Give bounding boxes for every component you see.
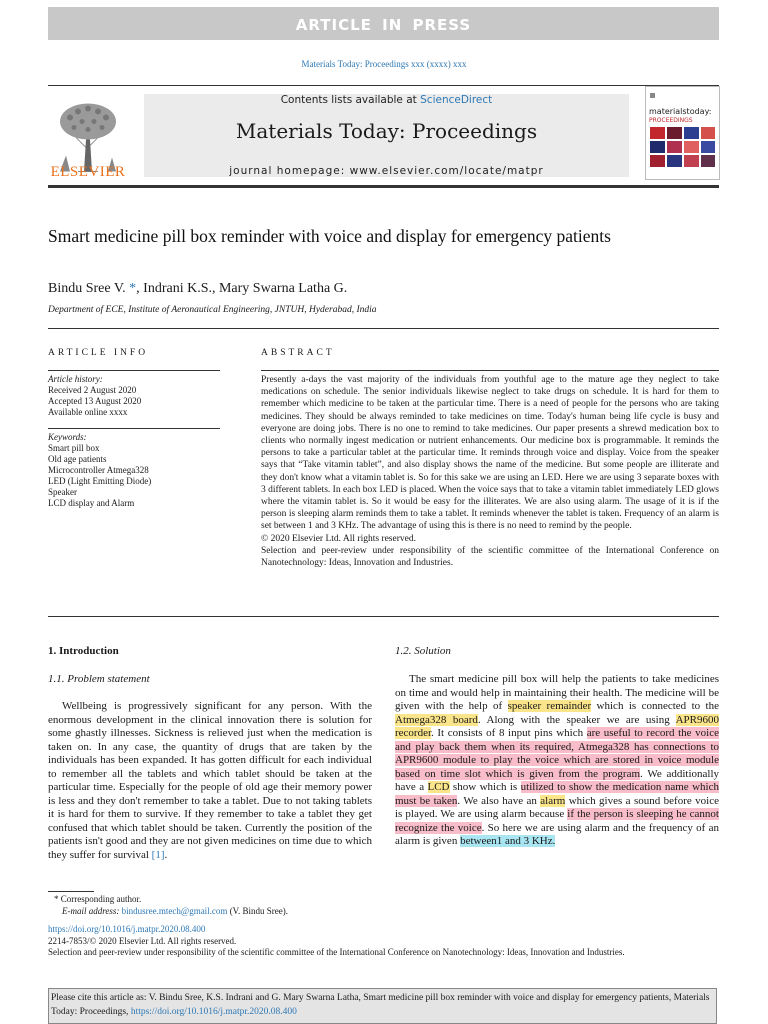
- abstract-bottom-rule: [48, 616, 719, 617]
- solution-text: . It consists of 8 input pins which: [431, 727, 587, 739]
- cover-title-2: PROCEEDINGS: [649, 117, 693, 124]
- keyword: LED (Light Emitting Diode): [48, 476, 152, 486]
- keywords-rule: [48, 428, 220, 429]
- doi-link[interactable]: https://doi.org/10.1016/j.matpr.2020.08.400: [48, 924, 206, 934]
- solution-text: . Along with the speaker we are using: [477, 713, 676, 726]
- email-who: (V. Bindu Sree).: [227, 905, 289, 916]
- solution-text: The smart medicine pill box will help the patients to take medicines on time and would help in maintaining their health. The medicine will be given with the help of: [395, 673, 719, 712]
- highlighted-text: APR9600 recorder: [395, 713, 719, 739]
- introduction-body: [48, 700, 372, 862]
- info-top-rule: [48, 328, 719, 329]
- highlighted-text: speaker remainder: [507, 700, 592, 712]
- highlighted-text: alarm: [540, 794, 566, 807]
- author-1: Bindu Sree V.: [48, 281, 126, 296]
- highlighted-text: LCD: [427, 781, 450, 793]
- cover-title-1: materialstoday:: [649, 107, 712, 116]
- elsevier-wordmark: ELSEVIER: [50, 164, 126, 180]
- abstract-copyright: © 2020 Elsevier Ltd. All rights reserved.: [261, 533, 416, 544]
- affiliation: Department of ECE, Institute of Aeronautical Engineering, JNTUH, Hyderabad, India: [48, 305, 377, 315]
- highlighted-text: between1 and 3 KHz.: [460, 835, 556, 847]
- keyword: Old age patients: [48, 454, 107, 464]
- abstract-peer-review: Selection and peer-review under responsibility of the scientific committee of the International Conference on Nanotechnology: Ideas, Innovation and Industries.: [261, 545, 719, 569]
- contents-availability: [144, 94, 629, 106]
- sciencedirect-link[interactable]: ScienceDirect: [420, 94, 493, 106]
- email-label: E-mail address:: [62, 905, 122, 916]
- article-in-press-banner: ARTICLE IN PRESS: [48, 7, 719, 40]
- corresponding-note: * Corresponding author.: [54, 894, 142, 904]
- solution-text: . So here we are using alarm and the frequency of an alarm is given: [395, 821, 720, 847]
- footnote: [48, 894, 625, 959]
- article-history: [48, 374, 141, 418]
- article-info-rule: [48, 370, 220, 371]
- header-top-rule: [48, 85, 719, 86]
- journal-title: Materials Today: Proceedings: [235, 119, 538, 143]
- abstract-rule: [261, 370, 719, 371]
- keyword: Microcontroller Atmega328: [48, 465, 149, 475]
- email-link[interactable]: bindusree.mtech@gmail.com: [121, 905, 228, 916]
- header-bottom-rule: [48, 185, 719, 188]
- authors-rest: , Indrani K.S., Mary Swarna Latha G.: [136, 281, 348, 296]
- keywords-block: [48, 432, 151, 509]
- keyword: Speaker: [48, 487, 77, 497]
- introduction-heading: 1. Introduction: [48, 645, 119, 657]
- email-line: [48, 906, 625, 918]
- cover-art: [646, 87, 719, 179]
- history-label: Article history:: [48, 374, 103, 384]
- reference-link[interactable]: [1]: [151, 848, 165, 861]
- solution-text: which is connected to the: [591, 700, 719, 712]
- cite-this-article-box: [48, 988, 717, 1024]
- solution-heading: 1.2. Solution: [395, 645, 451, 657]
- keyword: LCD display and Alarm: [48, 498, 135, 508]
- abstract-heading: ABSTRACT: [261, 348, 335, 358]
- solution-paragraph: [395, 673, 719, 849]
- cite-text: Please cite this article as: V. Bindu Sree, K.S. Indrani and G. Mary Swarna Latha, Smart medicine pill box reminder with voice and display for emergency patients, Materials Today: Proceedings,: [51, 993, 710, 1017]
- highlighted-text: Atmega328 board: [395, 713, 478, 726]
- highlighted-text: are useful to record the voice and play back them when its required, Atmega328 has connections to APR9600 module to play the voice which are stored in voice module based on time slot which is given from the program: [395, 727, 719, 780]
- intro-end: .: [164, 848, 168, 861]
- article-title: Smart medicine pill box reminder with voice and display for emergency patients: [48, 226, 611, 246]
- highlighted-text: if the person is sleeping he cannot recognize the voice: [395, 808, 719, 834]
- journal-homepage[interactable]: journal homepage: www.elsevier.com/locate/matpr: [229, 165, 544, 177]
- abstract-text: Presently a-days the vast majority of the individuals from youthful age to the mature age they neglect to take medications on schedule. The senior individuals likewise neglect to take drugs on schedule. It is hard for them to remember which medicine to be taken at the particular time. There is a need of people for the persons who are taking medicines. They should be always reminded to take medicines on time. Today's human being life cycle is busy and everyone are doing jobs. There is no one to remind to take medicines. Our paper presents a shrewd medication box to clients who normally ingest medication or nutrient enhancements. Our medicine box is programmable. It reminds the persons to take a particular tablet at the particular time. It reminds through voice and display. Voice from the speaker says that “Take vitamin tablet”, and also display shows the name of the medicine. But some people are illiterate and they don't know what a vitamin tablet is. So for this sake we are using an LED. Here we are using 3 separate boxes with 3 different tablets. In each box LED is placed. When the voice says that to take a vitamin tablet immediately LED glows where the vitamin tablet is. So it would be easy for the illiterates. We are also using alarm. The usage of it is if the person is sleeping alarm reminds them to take a tablet. It reminds whenever the tablet is taken. Frequency of an alarm is set between 1 and 3 KHz. The advantage of using this is there is no need to remind by the people.: [261, 375, 719, 532]
- cite-doi-link[interactable]: https://doi.org/10.1016/j.matpr.2020.08.400: [130, 1006, 297, 1017]
- contents-prefix: Contents lists available at: [280, 94, 421, 106]
- accepted-date: Accepted 13 August 2020: [48, 396, 142, 406]
- problem-statement-heading: 1.1. Problem statement: [48, 673, 150, 685]
- abstract-body: [261, 374, 719, 569]
- keywords-label: Keywords:: [48, 432, 87, 442]
- journal-cover-thumbnail[interactable]: [645, 86, 720, 180]
- selection-line: Selection and peer-review under responsibility of the scientific committee of the International Conference on Nanotechnology: Ideas, Innovation and Industries.: [48, 947, 625, 957]
- solution-text: which gives a sound before voice is played. We are using alarm because: [395, 794, 719, 820]
- solution-text: . We additionally have a: [395, 767, 720, 793]
- keyword: Smart pill box: [48, 443, 100, 453]
- highlighted-text: utilized to show the medication name which must be taken: [395, 781, 719, 807]
- journal-citation-line[interactable]: Materials Today: Proceedings xxx (xxxx) xxx: [301, 59, 467, 69]
- authors: [48, 281, 347, 297]
- received-date: Received 2 August 2020: [48, 385, 137, 395]
- solution-text: . We also have an: [457, 794, 541, 807]
- intro-text: Wellbeing is progressively significant for any person. With the enormous development in the clinical innovation there is solution for some ghastly illnesses. Sickness is relieved just when the medication is taken on. In any case, the quantity of drugs that are taken by the individuals has been expanded. It has gotten difficult for each individual to remember all the tablets and which tablet should be taken at the particular time. Especially for the people of old age their memory power is less and they don't remember to take a tablet. Due to not taking tablets it is hard for them to survive. If they remember to take a tablet they get confused that which tablet should be taken. Currently the position of the patients isn't good and they are not given medicines on time due to which they suffer for survival: [48, 700, 372, 861]
- solution-text: show which is: [449, 781, 521, 793]
- footnote-rule: [48, 891, 94, 892]
- solution-body: [395, 673, 719, 849]
- corresponding-author-marker[interactable]: *: [129, 281, 137, 296]
- online-date: Available online xxxx: [48, 407, 128, 417]
- article-info-heading: ARTICLE INFO: [48, 348, 149, 358]
- issn-line: 2214-7853/© 2020 Elsevier Ltd. All rights reserved.: [48, 935, 237, 946]
